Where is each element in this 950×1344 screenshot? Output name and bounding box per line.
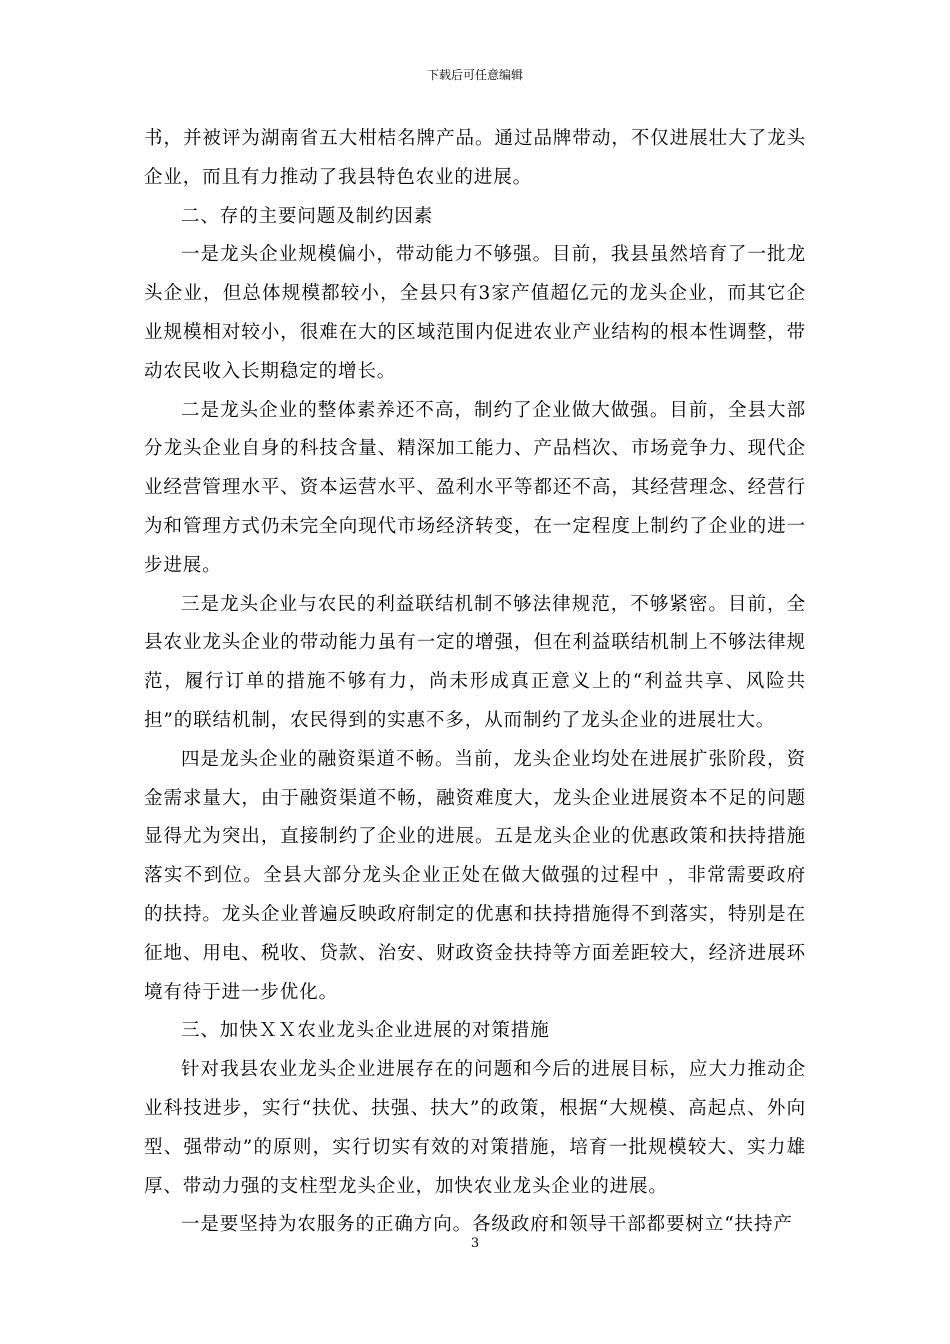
document-body bbox=[144, 120, 806, 1245]
paragraph-problem-2: 二是龙头企业的整体素养还不高，制约了企业做大做强。目前，全县大部分龙头企业自身的科技含量、精深加工能力、产品档次、市场竞争力、现代企业经营管理水平、资本运营水平、盈利水平等都还不高，其经营理念、经营行为和管理方式仍未完全向现代市场经济转变，在一定程度上制约了企业的进一步进展。 bbox=[144, 399, 806, 576]
section-heading-problems: 二、存的主要问题及制约因素 bbox=[181, 205, 434, 227]
page-number: 3 bbox=[470, 1236, 480, 1251]
section-heading-measures: 三、加快ＸＸ农业龙头企业进展的对策措施 bbox=[181, 1020, 550, 1042]
paragraph-problem-1: 一是龙头企业规模偏小，带动能力不够强。目前，我县虽然培育了一批龙头企业，但总体规模都较小，全县只有3家产值超亿元的龙头企业，而其它企业规模相对较小，很难在大的区域范围内促进农业产业结构的根本性调整，带动农民收入长期稳定的增长。 bbox=[144, 244, 806, 382]
page-header: 下载后可任意编辑 bbox=[426, 68, 523, 82]
paragraph-continuation: 书，并被评为湖南省五大柑桔名牌产品。通过品牌带动，不仅进展壮大了龙头企业，而且有力推动了我县特色农业的进展。 bbox=[144, 128, 806, 188]
paragraph-problem-4-5: 四是龙头企业的融资渠道不畅。当前，龙头企业均处在进展扩张阶段，资金需求量大，由于融资渠道不畅，融资难度大，龙头企业进展资本不足的问题显得尤为突出，直接制约了企业的进展。五是龙头企业的优惠政策和扶持措施落实不到位。全县大部分龙头企业正处在做大做强的过程中 ，非常需要政府的扶持。龙头企业普遍反映政府制定的优惠和扶持措施得不到落实，特别是在征地、用电、税收、贷款、治安、财政资金扶持等方面差距较大，经济进展环境有待于进一步优化。 bbox=[144, 748, 806, 1003]
paragraph-measures-intro: 针对我县农业龙头企业进展存在的问题和今后的进展目标，应大力推动企业科技进步，实行“扶优、扶强、扶大”的政策，根据“大规模、高起点、外向型、强带动”的原则，实行切实有效的对策措施，培育一批规模较大、实力雄厚、带动力强的支柱型龙头企业，加快农业龙头企业的进展。 bbox=[144, 1059, 806, 1197]
paragraph-problem-3: 三是龙头企业与农民的利益联结机制不够法律规范，不够紧密。目前，全县农业龙头企业的带动能力虽有一定的增强，但在利益联结机制上不够法律规范，履行订单的措施不够有力，尚未形成真正意义上的“利益共享、风险共担”的联结机制，农民得到的实惠不多，从而制约了龙头企业的进展壮大。 bbox=[144, 593, 806, 731]
paragraph-measure-1: 一是要坚持为农服务的正确方向。各级政府和领导干部都要树立“扶持产 bbox=[181, 1214, 793, 1236]
